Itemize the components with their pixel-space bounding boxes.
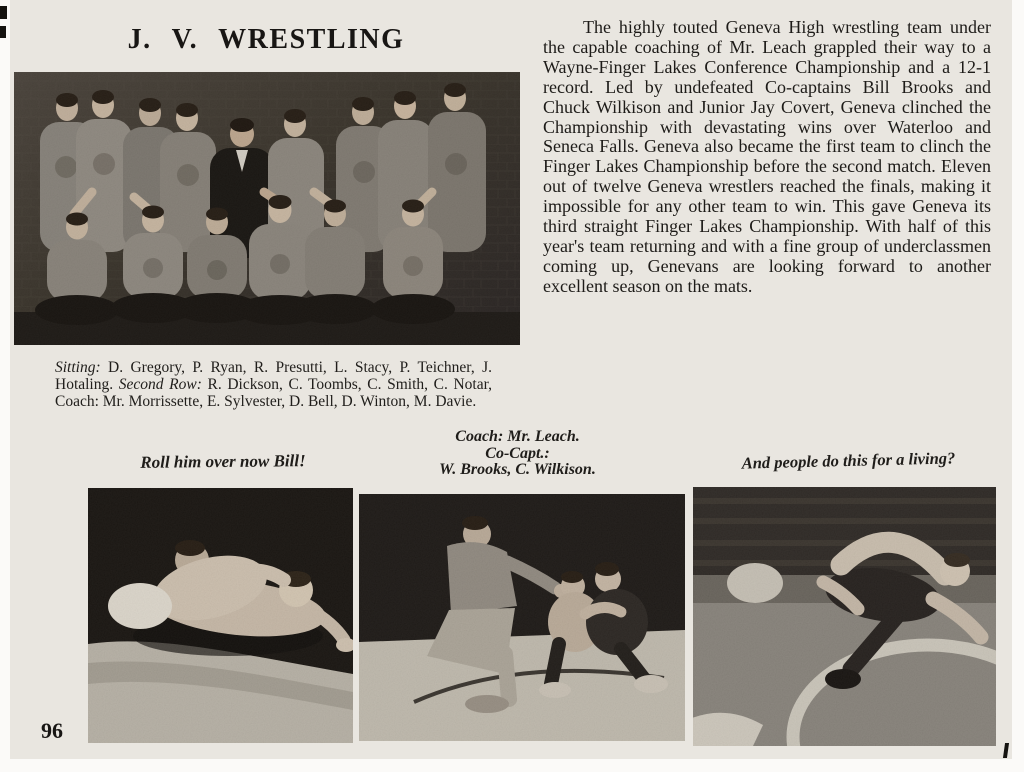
caption-cocapt-line: Co-Capt.: (485, 444, 550, 462)
article-paragraph: The highly touted Geneva High wrestling team under the capable coaching of Mr. Leach grappled their way to a Wayne-Finger Lakes Conference Championship and a 12-1 record. Led by undefeated Co-captains Bill Brooks and Chuck Wilkison and Junior Jay Covert, Geneva clinched the Championship with devastating wins over Waterloo and Seneca Falls. Geneva also became the first team to clinch the Finger Lakes Championship before the second match. Eleven out of twelve Geneva wrestlers reached the finals, making it impossible for any other team to win. This gave Geneva its third straight Finger Lakes Championship. With half of this year's team returning and with a fine group of underclassmen coming up, Genevans are looking forward to another excellent season on the mats. (543, 17, 991, 296)
caption-right: And people do this for a living? (741, 448, 956, 473)
action-photo-right (693, 487, 996, 746)
page-title: J. V. WRESTLING (127, 24, 405, 55)
action-photo-center (359, 494, 685, 741)
action-photo-center-graphic (359, 494, 685, 741)
team-photo-caption (55, 360, 492, 410)
caption-center (425, 429, 610, 479)
caption-cocapt-names: W. Brooks, C. Wilkison. (439, 461, 596, 478)
caption-second-row-label: Second Row: (118, 375, 202, 393)
caption-sitting-names: D. Gregory, P. Ryan, R. Presutti, L. Stacy, P. Teichner, J. Hotaling. (55, 359, 492, 393)
article-text (543, 18, 991, 297)
scan-artifact (1003, 743, 1009, 758)
caption-sitting-label: Sitting: (55, 359, 101, 376)
action-photo-right-graphic (693, 487, 996, 746)
action-photo-left (88, 488, 353, 743)
scan-artifact (0, 6, 7, 19)
page-number: 96 (41, 718, 63, 743)
caption-coach-line: Coach: Mr. Leach. (455, 428, 580, 445)
scan-artifact (0, 26, 6, 38)
caption-second-row-names: R. Dickson, C. Toombs, C. Smith, C. Notar, Coach: Mr. Morrissette, E. Sylvester, D. Bell, D. Winton, M. Davie. (55, 375, 493, 410)
scan-margin-left (0, 0, 10, 772)
scan-margin-right (1012, 0, 1024, 772)
team-photo (14, 72, 520, 345)
scan-margin-bottom (0, 759, 1024, 772)
caption-left: Roll him over now Bill! (140, 451, 306, 472)
team-photo-graphic (14, 72, 520, 345)
action-photo-left-graphic (88, 488, 353, 743)
